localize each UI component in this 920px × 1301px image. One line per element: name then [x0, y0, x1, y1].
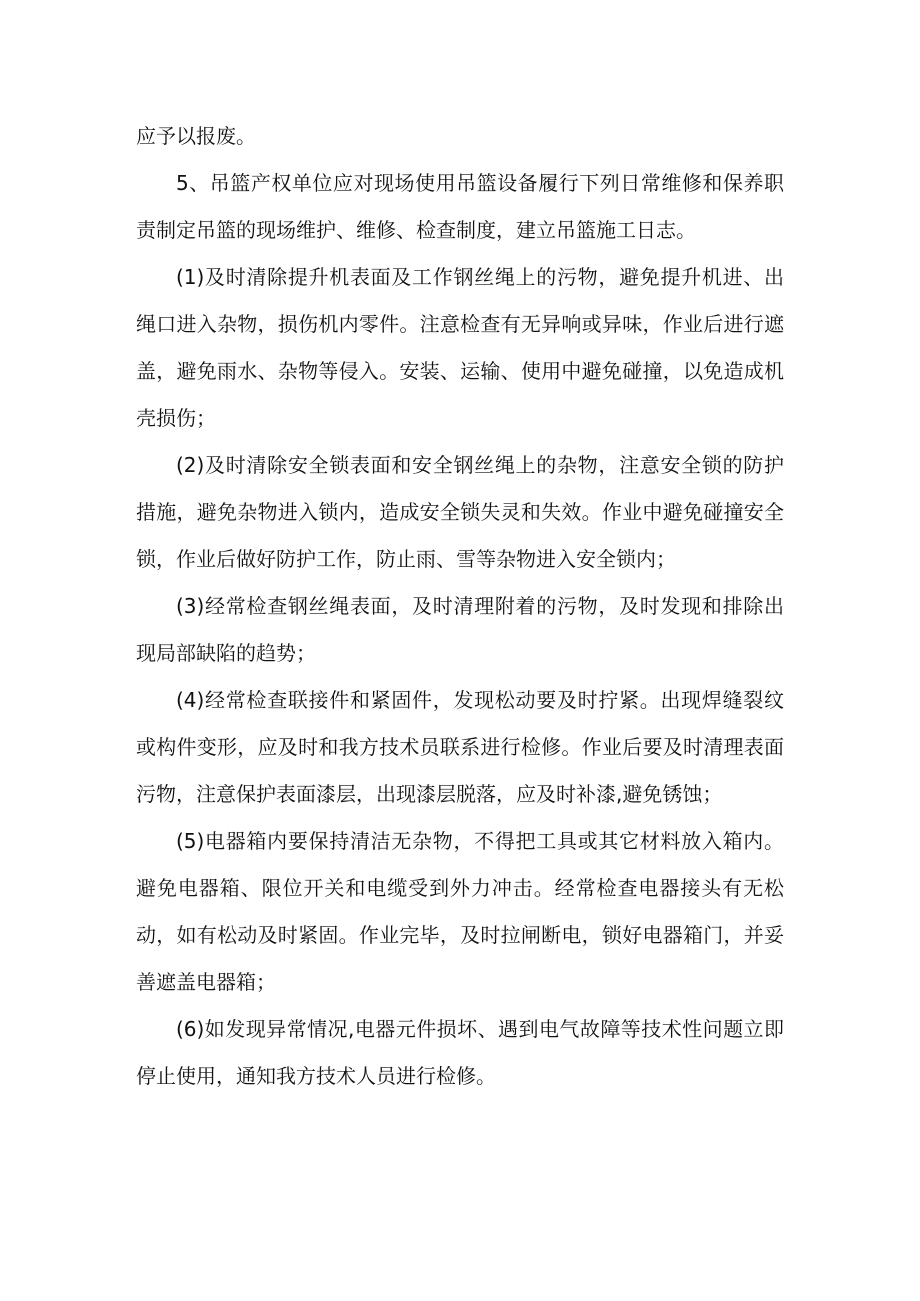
paragraph-continuation: 应予以报废。 — [136, 124, 256, 148]
paragraph-subitem-2: (2)及时清除安全锁表面和安全钢丝绳上的杂物，注意安全锁的防护措施，避免杂物进入锁内，造成安全锁失灵和失效。作业中避免碰撞安全锁，作业后做好防护工作，防止雨、雪等杂物进入安全锁内； — [136, 453, 784, 571]
paragraph-subitem-4: (4)经常检查联接件和紧固件，发现松动要及时拧紧。出现焊缝裂纹或构件变形，应及时和我方技术员联系进行检修。作业后要及时清理表面污物，注意保护表面漆层，出现漆层脱落，应及时补漆,避免锈蚀； — [136, 688, 784, 806]
document-body — [136, 113, 784, 1100]
paragraph-subitem-5: (5)电器箱内要保持清洁无杂物，不得把工具或其它材料放入箱内。避免电器箱、限位开关和电缆受到外力冲击。经常检查电器接头有无松动，如有松动及时紧固。作业完毕，及时拉闸断电，锁好电器箱门，并妥善遮盖电器箱； — [136, 829, 784, 994]
paragraph-item-5: 5、吊篮产权单位应对现场使用吊篮设备履行下列日常维修和保养职责制定吊篮的现场维护、维修、检查制度，建立吊篮施工日志。 — [136, 171, 784, 242]
paragraph-subitem-3: (3)经常检查钢丝绳表面，及时清理附着的污物，及时发现和排除出现局部缺陷的趋势； — [136, 594, 784, 665]
paragraph-subitem-1: (1)及时清除提升机表面及工作钢丝绳上的污物，避免提升机进、出绳口进入杂物，损伤机内零件。注意检查有无异响或异味，作业后进行遮盖，避免雨水、杂物等侵入。安装、运输、使用中避免碰撞，以免造成机壳损伤； — [136, 265, 784, 430]
paragraph-subitem-6: (6)如发现异常情况,电器元件损坏、遇到电气故障等技术性问题立即停止使用，通知我方技术人员进行检修。 — [136, 1017, 784, 1088]
